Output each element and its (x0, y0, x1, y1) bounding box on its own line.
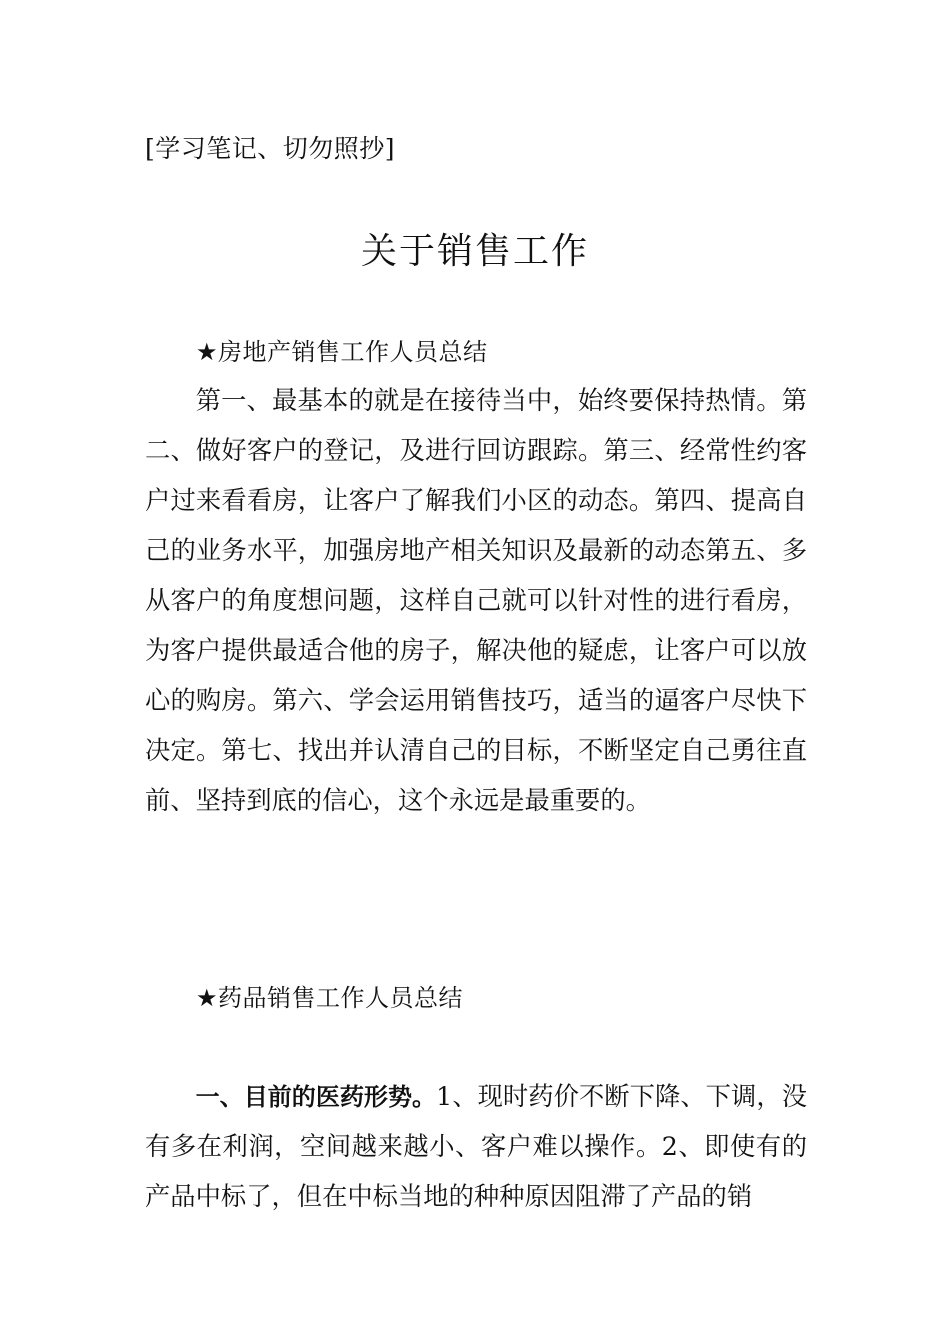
section-heading-pharmaceutical: ★药品销售工作人员总结 (196, 984, 464, 1012)
pharmaceutical-summary-paragraph (145, 1072, 807, 1222)
study-note-disclaimer: [学习笔记、切勿照抄] (145, 134, 396, 163)
page-title: 关于销售工作 (360, 231, 589, 272)
section-heading-real-estate: ★房地产销售工作人员总结 (196, 338, 488, 366)
real-estate-summary-paragraph: 第一、最基本的就是在接待当中，始终要保持热情。第二、做好客户的登记，及进行回访跟踪。第三、经常性约客户过来看看房，让客户了解我们小区的动态。第四、提高自己的业务水平，加强房地产相关知识及最新的动态第五、多从客户的角度想问题，这样自己就可以针对性的进行看房，为客户提供最适合他的房子，解决他的疑虑，让客户可以放心的购房。第六、学会运用销售技巧，适当的逼客户尽快下决定。第七、找出并认清自己的目标，不断坚定自己勇往直前、坚持到底的信心，这个永远是最重要的。 (145, 386, 807, 815)
medical-situation-lead: 一、目前的医药形势。 (195, 1083, 437, 1111)
medical-situation-text: 1、现时药价不断下降、下调，没有多在利润，空间越来越小、客户难以操作。2、即使有的产品中标了，但在中标当地的种种原因阻滞了产品的销 (145, 1082, 807, 1211)
